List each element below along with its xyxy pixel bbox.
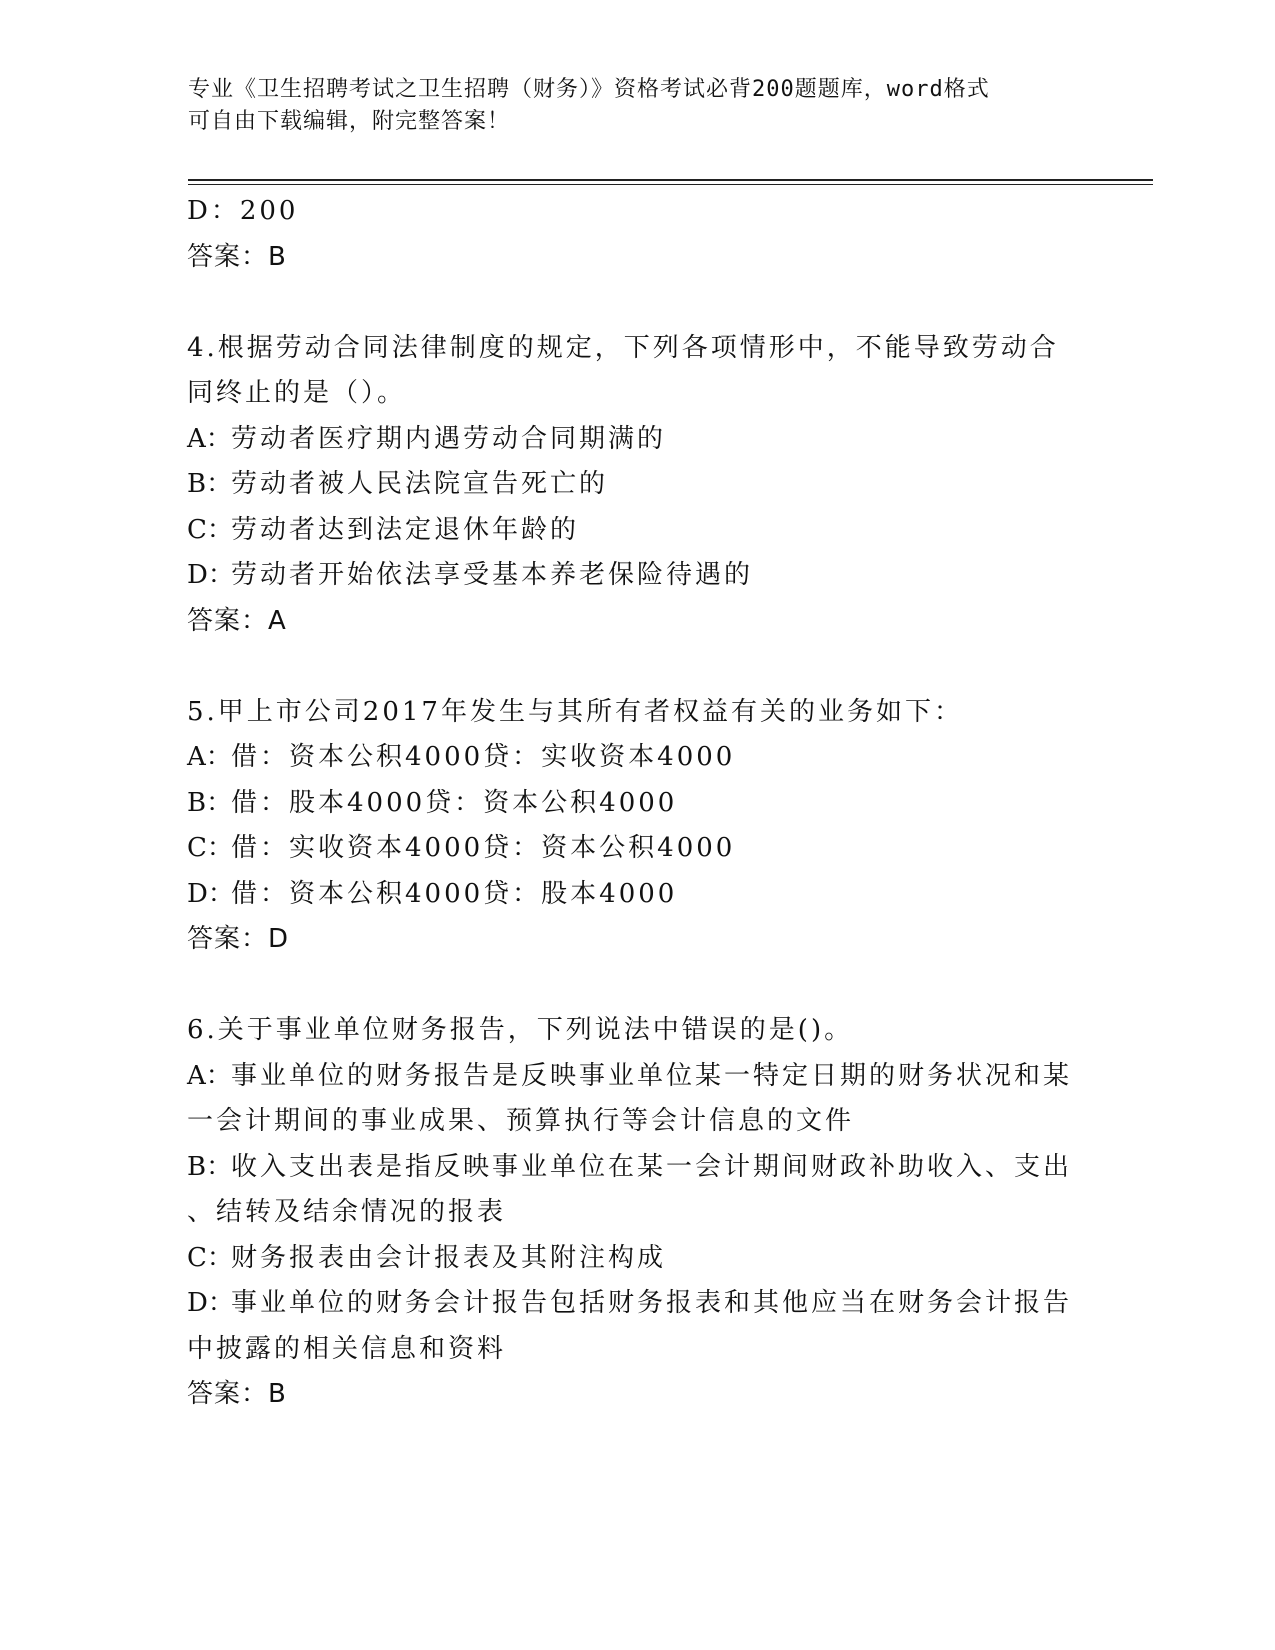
question-6-option-c: C：财务报表由会计报表及其附注构成 xyxy=(187,1242,667,1273)
question-4-answer: 答案：A xyxy=(187,605,287,636)
question-4-stem-line-2: 同终止的是（）。 xyxy=(187,378,407,408)
question-5-option-a: A：借：资本公积4000贷：实收资本4000 xyxy=(187,742,736,772)
header-divider-thick xyxy=(188,179,1153,181)
question-6-answer: 答案：B xyxy=(187,1379,287,1409)
question-content xyxy=(187,189,1087,1418)
question-5 xyxy=(187,690,1087,963)
fragment-answer: 答案：B xyxy=(187,241,287,272)
question-5-option-b: B：借：股本4000贷：资本公积4000 xyxy=(187,787,678,818)
question-4 xyxy=(187,326,1087,645)
question-6-option-b: B：收入支出表是指反映事业单位在某一会计期间财政补助收入、支出 xyxy=(187,1151,1073,1182)
question-4-option-d: D：劳动者开始依法享受基本养老保险待遇的 xyxy=(187,560,754,590)
question-6-option-b-continued: 、结转及结余情况的报表 xyxy=(187,1197,507,1227)
question-6-option-d: D：事业单位的财务会计报告包括财务报表和其他应当在财务会计报告 xyxy=(187,1288,1073,1318)
question-4-stem-line-1: 4.根据劳动合同法律制度的规定，下列各项情形中，不能导致劳动合 xyxy=(187,332,1059,363)
header-line-1: 专业《卫生招聘考试之卫生招聘（财务）》资格考试必背200题题库，word格式 xyxy=(188,77,990,102)
question-4-option-c: C：劳动者达到法定退休年龄的 xyxy=(187,514,580,545)
header-line-2: 可自由下载编辑，附完整答案！ xyxy=(188,109,511,134)
question-6-option-a-continued: 一会计期间的事业成果、预算执行等会计信息的文件 xyxy=(187,1106,855,1136)
question-6 xyxy=(187,1008,1087,1418)
header-divider-thin xyxy=(188,184,1153,185)
question-6-stem-line-1: 6.关于事业单位财务报告，下列说法中错误的是()。 xyxy=(187,1015,854,1045)
spacer xyxy=(187,280,1087,326)
question-5-answer: 答案：D xyxy=(187,924,290,954)
spacer xyxy=(187,963,1087,1009)
document-header xyxy=(188,74,1068,138)
question-5-option-d: D：借：资本公积4000贷：股本4000 xyxy=(187,878,678,909)
question-6-option-a: A：事业单位的财务报告是反映事业单位某一特定日期的财务状况和某 xyxy=(187,1060,1073,1091)
question-6-option-d-continued: 中披露的相关信息和资料 xyxy=(187,1333,507,1364)
spacer xyxy=(187,644,1087,690)
fragment-option-d: D：200 xyxy=(187,196,299,226)
question-5-stem-line-1: 5.甲上市公司2017年发生与其所有者权益有关的业务如下： xyxy=(187,696,963,727)
question-4-option-b: B：劳动者被人民法院宣告死亡的 xyxy=(187,469,609,499)
question-5-option-c: C：借：实收资本4000贷：资本公积4000 xyxy=(187,833,736,863)
question-4-option-a: A：劳动者医疗期内遇劳动合同期满的 xyxy=(187,423,667,454)
